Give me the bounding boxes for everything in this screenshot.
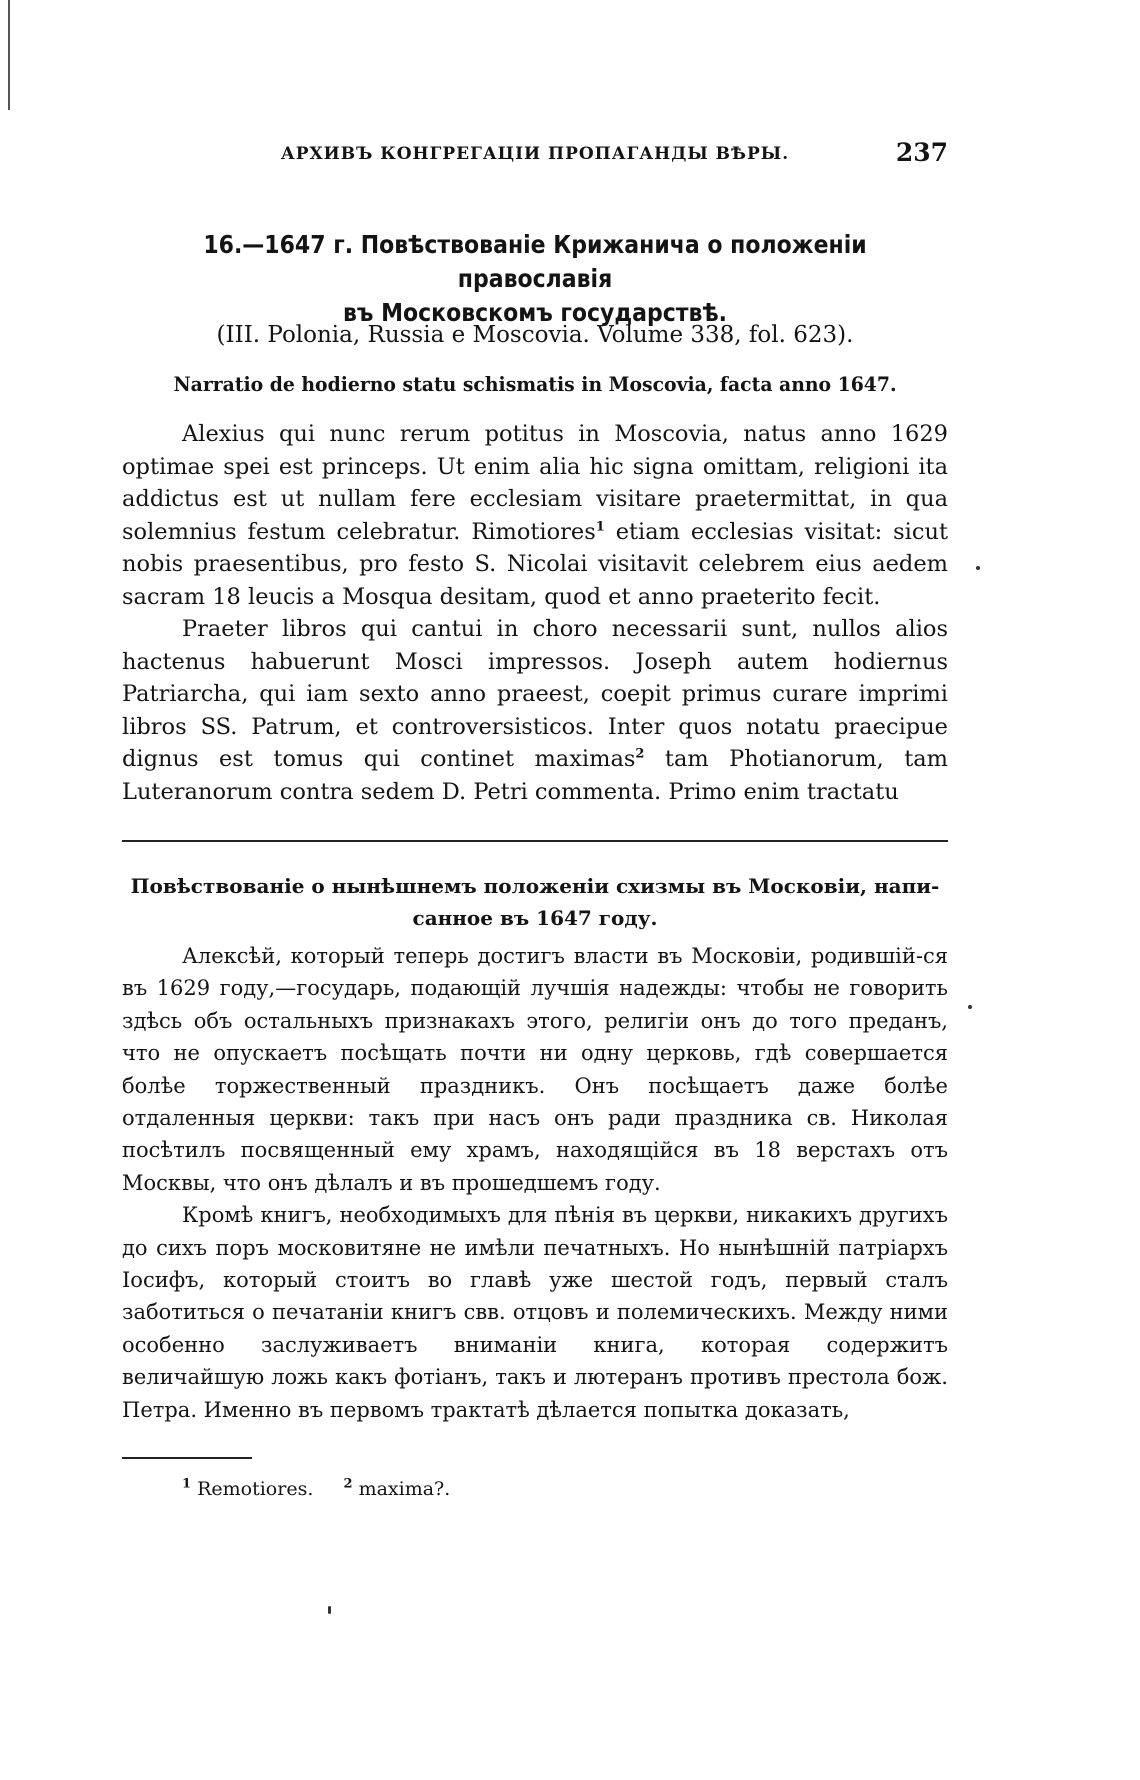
- russian-title-line-2: санное въ 1647 году.: [412, 906, 658, 930]
- scan-speck: [968, 1005, 972, 1009]
- footnote-1-text: Remotiores.: [197, 1478, 314, 1500]
- latin-paragraph-text: etiam ecclesias visitat: sicut nobis praesentibus, pro festo S. Nicolai visitavit celebrem eius aedem sacram 18 leucis a Mosqua desitam, quod et anno praeterito fecit.: [122, 518, 948, 610]
- footnote-marker: 1: [595, 519, 605, 534]
- latin-paragraph-text: tam Photianorum, tam Luteranorum contra sedem D. Petri commenta. Primo enim tractatu: [122, 746, 948, 805]
- scan-speck: [328, 1606, 331, 1614]
- scan-speck: [976, 566, 980, 570]
- footnote-rule: [122, 1457, 252, 1459]
- latin-paragraph-text: Alexius qui nunc rerum potitus in Moscovia, natus anno 1629 optimae spei est princeps. Ut enim alia hic signa omittam, religioni ita addictus est ut nullam fere ecclesiam visitare praetermittat, in qua solemnius festum celebratur. Rimotiores: [122, 421, 948, 545]
- section-divider: [122, 840, 948, 842]
- latin-title: Narratio de hodierno statu schismatis in Moscovia, facta anno 1647.: [173, 372, 897, 396]
- footnote-2-text: maxima?.: [358, 1478, 451, 1500]
- footnote-1-marker: 1: [182, 1476, 192, 1492]
- document-heading: [172, 228, 899, 330]
- russian-text: [122, 940, 948, 1426]
- running-header: [122, 138, 948, 168]
- russian-paragraph: Алексѣй, который теперь достигъ власти въ Московіи, родившій-ся въ 1629 году,—государь, подающій лучшія надежды: чтобы не говорить здѣсь объ остальныхъ признакахъ этого, религіи онъ до того преданъ, что не опускаетъ посѣщать почти ни одну церковь, гдѣ совершается болѣе торжественный праздникъ. Онъ посѣщаетъ даже болѣе отдаленныя церкви: такъ при насъ онъ ради праздника св. Николая посѣтилъ посвященный ему храмъ, находящійся въ 18 верстахъ отъ Москвы, что онъ дѣлалъ и въ прошедшемъ году.: [122, 944, 948, 1195]
- latin-text: [122, 418, 948, 808]
- footnote-2-marker: 2: [343, 1476, 353, 1492]
- latin-paragraph: [122, 613, 948, 808]
- latin-paragraph-text: Praeter libros qui cantui in choro necessarii sunt, nullos alios hactenus habuerunt Mosci impressos. Joseph autem hodiernus Patriarcha, qui iam sexto anno praeest, coepit primus curare imprimi libros SS. Patrum, et controversisticos. Inter quos notatu praecipue dignus est tomus qui continet maximas: [122, 616, 948, 772]
- page-number: 237: [895, 138, 948, 167]
- heading-line-2: въ Московскомъ государствѣ.: [342, 298, 728, 327]
- running-title: АРХИВЪ КОНГРЕГАЦІИ ПРОПАГАНДЫ ВѢРЫ.: [280, 144, 790, 164]
- russian-title: [122, 870, 948, 934]
- footnotes: [182, 1478, 450, 1500]
- russian-paragraph: Кромѣ книгъ, необходимыхъ для пѣнія въ церкви, никакихъ другихъ до сихъ поръ московитяне не имѣли печатныхъ. Но нынѣшній патріархъ Іосифъ, который стоитъ во главѣ уже шестой годъ, первый сталъ заботиться о печатаніи книгъ свв. отцовъ и полемическихъ. Между ними особенно заслуживаетъ вниманіи книга, которая содержитъ величайшую ложь какъ фотіанъ, такъ и лютеранъ противъ престола бож. Петра. Именно въ первомъ трактатѣ дѣлается попытка доказать,: [122, 1203, 948, 1422]
- latin-paragraph: [122, 418, 948, 613]
- archive-reference: (III. Polonia, Russia e Moscovia. Volume 338, fol. 623).: [216, 322, 854, 348]
- heading-line-1: 16.—1647 г. Повѣствованіе Крижанича о положеніи православія: [203, 230, 867, 293]
- footnote-marker: 2: [635, 746, 645, 762]
- russian-title-line-1: Повѣствованіе о нынѣшнемъ положеніи схизмы въ Московіи, напи-: [130, 874, 940, 898]
- scan-edge-line: [8, 0, 10, 110]
